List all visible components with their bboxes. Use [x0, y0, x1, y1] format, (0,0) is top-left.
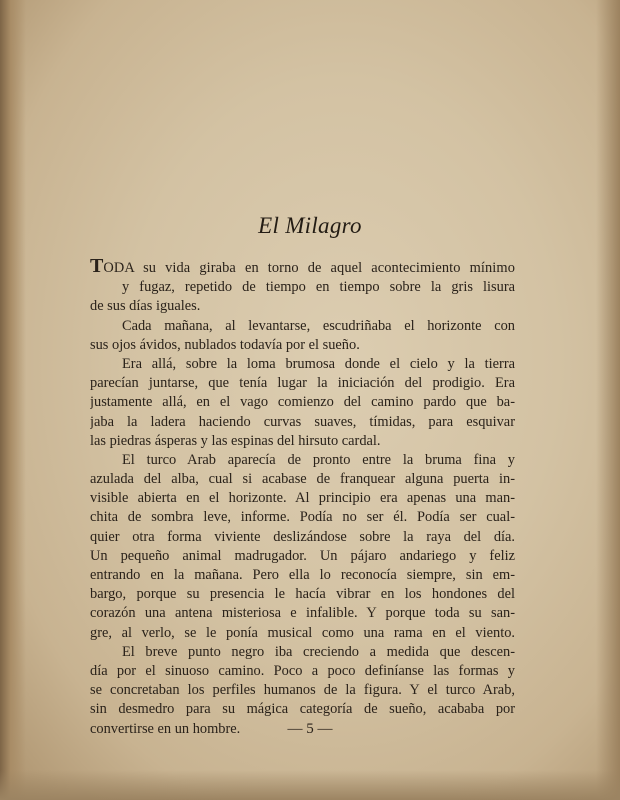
- page-bottom-shadow: [0, 770, 620, 800]
- text-line: las piedras ásperas y las espinas del hirsuto cardal.: [90, 432, 381, 449]
- text-line: día por el sinuoso camino. Poco a poco definíanse las formas y: [90, 662, 515, 679]
- text-line: y fugaz, repetido de tiempo en tiempo sobre la gris lisura: [122, 279, 515, 296]
- text-line: jaba la ladera haciendo curvas suaves, tímidas, para esquivar: [90, 413, 515, 430]
- first-line-text: ODA su vida giraba en torno de aquel acontecimiento mínimo: [103, 260, 515, 276]
- book-spine-shadow: [0, 0, 26, 800]
- text-line: bargo, porque su presencia le hacía vibrar en los hondones del: [90, 586, 515, 603]
- text-line: se concretaban los perfiles humanos de la figura. Y el turco Arab,: [90, 682, 515, 699]
- text-line: quier otra forma viviente deslizándose sobre la raya del día.: [90, 528, 515, 545]
- text-line: parecían juntarse, que tenía lugar la iniciación del prodigio. Era: [90, 375, 515, 392]
- text-line: convertirse en un hombre.: [90, 720, 241, 737]
- text-line: de sus días iguales.: [90, 298, 201, 315]
- body-text: [90, 259, 515, 739]
- text-line: El turco Arab aparecía de pronto entre la bruma fina y: [122, 451, 515, 468]
- text-line: entrando en la mañana. Pero ella lo reconocía siempre, sin em-: [90, 567, 515, 583]
- text-line: gre, al verlo, se le ponía musical como una rama en el viento.: [90, 624, 515, 641]
- drop-cap: T: [90, 259, 104, 277]
- page-edge-shadow: [596, 0, 620, 800]
- text-line: Era allá, sobre la loma brumosa donde el cielo y la tierra: [122, 355, 515, 372]
- text-line: Un pequeño animal madrugador. Un pájaro andariego y feliz: [90, 547, 515, 564]
- text-line: justamente allá, en el vago comienzo del camino pardo que ba-: [90, 394, 515, 411]
- text-line: visible abierta en el horizonte. Al principio era apenas una man-: [90, 490, 515, 507]
- page-number: — 5 —: [287, 721, 333, 737]
- text-line: azulada del alba, cual si acabase de franquear alguna puerta in-: [90, 471, 515, 488]
- text-line: chita de sombra leve, informe. Podía no ser él. Podía ser cual-: [90, 509, 515, 526]
- text-line: corazón una antena misteriosa e infalible. Y porque toda su san-: [90, 605, 515, 622]
- text-line: Cada mañana, al levantarse, escudriñaba el horizonte con: [122, 317, 515, 334]
- chapter-title: El Milagro: [258, 213, 362, 238]
- text-line-first: [90, 259, 515, 278]
- text-line: El breve punto negro iba creciendo a medida que descen-: [122, 643, 515, 660]
- text-line: sus ojos ávidos, nublados todavía por el sueño.: [90, 336, 360, 353]
- text-line: sin desmedro para su mágica categoría de sueño, acababa por: [90, 701, 515, 718]
